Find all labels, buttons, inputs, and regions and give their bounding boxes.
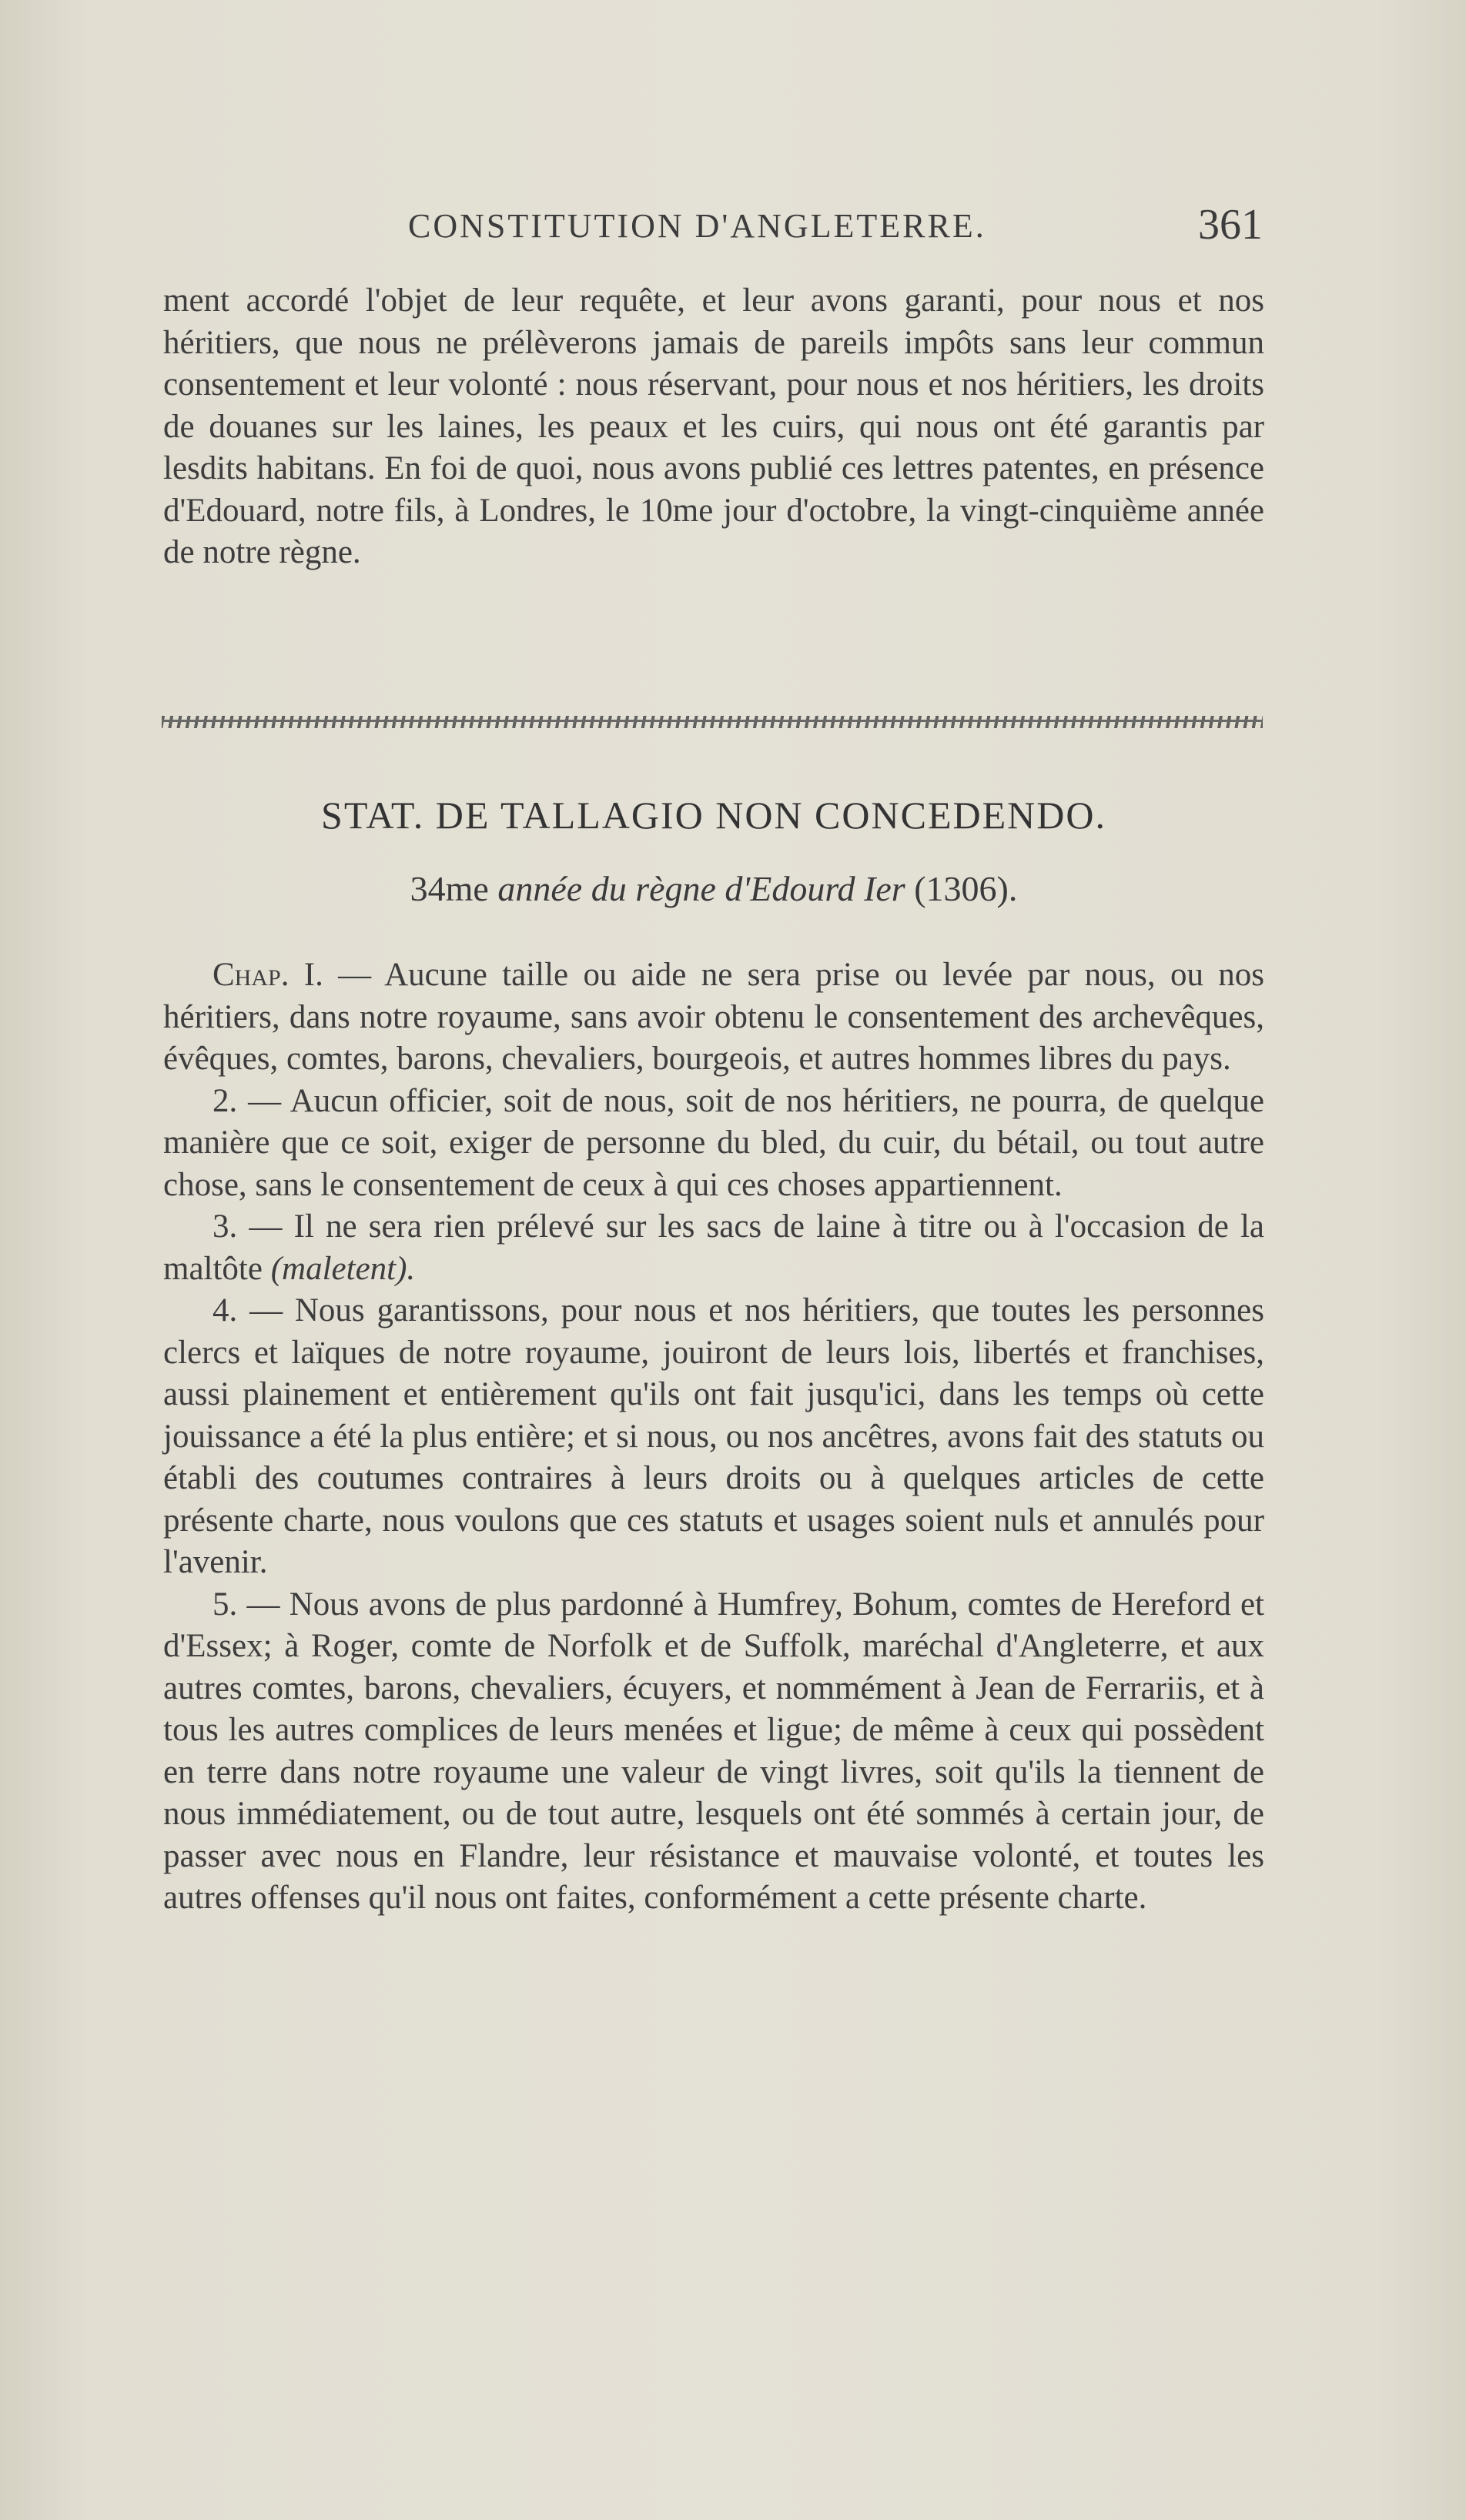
subtitle-num: 34me bbox=[410, 869, 489, 908]
article-4 bbox=[163, 1290, 1264, 1584]
article-4-num: 4. bbox=[213, 1292, 238, 1329]
running-title: CONSTITUTION D'ANGLETERRE. bbox=[408, 207, 986, 245]
statute-title: STAT. DE TALLAGIO NON CONCEDENDO. bbox=[321, 794, 1106, 837]
article-3 bbox=[163, 1206, 1264, 1290]
article-5 bbox=[163, 1584, 1264, 1920]
chap-label: Chap. I. bbox=[213, 957, 323, 993]
running-head bbox=[162, 201, 1263, 260]
article-4-text: — Nous garantissons, pour nous et nos héritiers, que toutes les personnes clercs et laïques de notre royaume, jouiront de leurs lois, libertés et franchises, aussi plainement et entièrement qu'ils ont fait jusqu'ici, dans les temps où cette jouissance a été la plus entière; et si nous, ou nos ancêtres, avons fait des statuts ou établi des coutumes contraires à leurs droits ou à quelques articles de cette présente charte, nous voulons que ces statuts et usages soient nuls et annulés pour l'avenir. bbox=[163, 1292, 1264, 1580]
subtitle-year: (1306). bbox=[914, 869, 1018, 908]
article-2-text: — Aucun officier, soit de nous, soit de nos héritiers, ne pourra, de quelque manière que ce soit, exiger de personne du bled, du cuir, du bétail, ou tout autre chose, sans le consentement de ceux à qui ces choses appartiennent. bbox=[163, 1082, 1264, 1203]
article-3-num: 3. bbox=[213, 1208, 238, 1245]
article-2 bbox=[163, 1081, 1264, 1207]
ornamental-rule bbox=[162, 716, 1263, 728]
article-1 bbox=[163, 954, 1264, 1081]
article-2-num: 2. bbox=[213, 1082, 238, 1119]
statute-subtitle bbox=[163, 868, 1264, 909]
article-5-num: 5. bbox=[213, 1586, 238, 1623]
article-3-term: (maletent). bbox=[270, 1250, 416, 1287]
subtitle-text: année du règne d'Edourd Ier bbox=[497, 869, 905, 908]
article-1-text: — Aucune taille ou aide ne sera prise ou levée par nous, ou nos héritiers, dans notre royaume, sans avoir obtenu le consentement des archevêques, évêques, comtes, barons, chevaliers, bourgeois, et autres hommes libres du pays. bbox=[163, 957, 1265, 1077]
page-number: 361 bbox=[1198, 201, 1263, 249]
article-5-text: — Nous avons de plus pardonné à Humfrey, Bohum, comtes de Hereford et d'Essex; à Roger, comte de Norfolk et de Suffolk, maréchal d'Angleterre, et aux autres comtes, barons, chevaliers, écuyers, et nommément à Jean de Ferrariis, et à tous les autres complices de leurs menées et ligue; de même à ceux qui possèdent en terre dans notre royaume une valeur de vingt livres, soit qu'ils la tiennent de nous immédiatement, ou de tout autre, lesquels ont été sommés à certain jour, de passer avec nous en Flandre, leur résistance et mauvaise volonté, et toutes les autres offenses qu'il nous ont faites, conformément a cette présente charte. bbox=[163, 1586, 1265, 1916]
articles-block bbox=[163, 954, 1264, 1920]
intro-paragraph: ment accordé l'objet de leur requête, et leur avons garanti, pour nous et nos héritiers, que nous ne prélèverons jamais de pareils impôts sans leur commun consentement et leur volonté : nous réservant, pour nous et nos héritiers, les droits de douanes sur les laines, les peaux et les cuirs, qui nous ont été garantis par lesdits habitans. En foi de quoi, nous avons publié ces lettres patentes, en présence d'Edouard, notre fils, à Londres, le 10me jour d'octobre, la vingt-cinquième année de notre règne. bbox=[163, 282, 1264, 570]
intro-paragraph-block bbox=[163, 280, 1264, 574]
article-3-text: — Il ne sera rien prélevé sur les sacs de laine à titre ou à l'occasion de la maltôte bbox=[163, 1208, 1264, 1287]
